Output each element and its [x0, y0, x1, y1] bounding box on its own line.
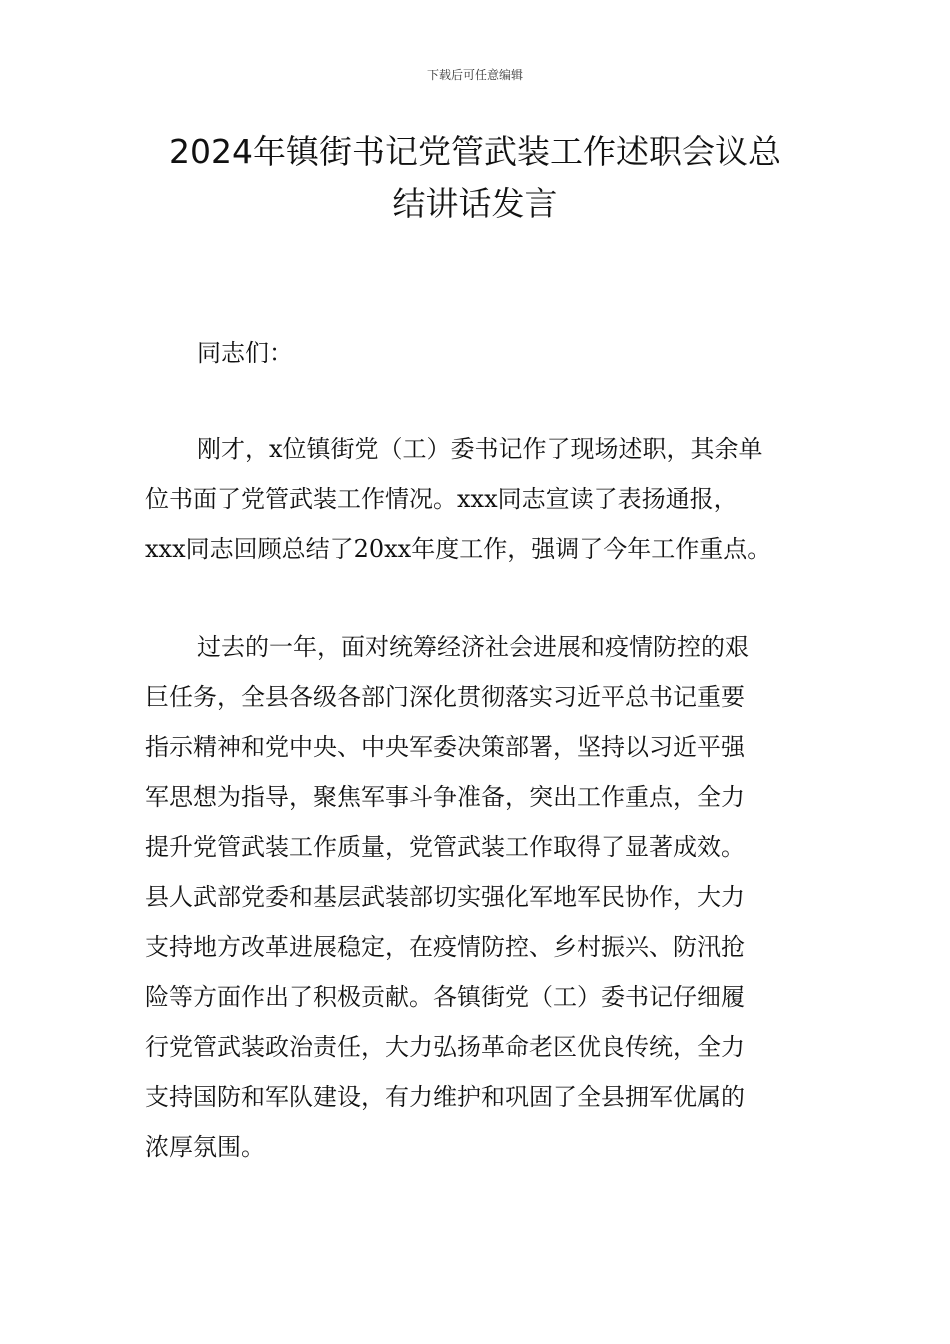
paragraph-line: 险等方面作出了积极贡献。各镇街党（工）委书记仔细履 [145, 983, 745, 1011]
paragraph-line: 县人武部党委和基层武装部切实强化军地军民协作，大力 [145, 883, 745, 911]
salutation: 同志们： [197, 339, 293, 367]
paragraph-1 [145, 430, 835, 580]
document-title [120, 126, 830, 230]
paragraph-line: 刚才，x位镇街党（工）委书记作了现场述职，其余单 [197, 435, 763, 463]
paragraph-line: 支持国防和军队建设，有力维护和巩固了全县拥军优属的 [145, 1083, 745, 1111]
paragraph-line: 提升党管武装工作质量，党管武装工作取得了显著成效。 [145, 833, 745, 861]
paragraph-line: 过去的一年，面对统筹经济社会进展和疫情防控的艰 [197, 633, 749, 661]
title-line-1: 2024年镇街书记党管武装工作述职会议总 [169, 132, 781, 171]
paragraph-line: xxx同志回顾总结了20xx年度工作，强调了今年工作重点。 [145, 535, 772, 563]
header-note: 下载后可任意编辑 [426, 68, 523, 82]
title-line-2: 结讲话发言 [392, 184, 558, 223]
paragraph-line: 位书面了党管武装工作情况。xxx同志宣读了表扬通报， [145, 485, 738, 513]
paragraph-2 [145, 628, 835, 1178]
paragraph-line: 浓厚氛围。 [145, 1133, 265, 1161]
paragraph-line: 指示精神和党中央、中央军委决策部署，坚持以习近平强 [145, 733, 745, 761]
paragraph-line: 支持地方改革进展稳定，在疫情防控、乡村振兴、防汛抢 [145, 933, 745, 961]
paragraph-line: 行党管武装政治责任，大力弘扬革命老区优良传统，全力 [145, 1033, 745, 1061]
paragraph-line: 军思想为指导，聚焦军事斗争准备，突出工作重点，全力 [145, 783, 745, 811]
paragraph-line: 巨任务，全县各级各部门深化贯彻落实习近平总书记重要 [145, 683, 745, 711]
